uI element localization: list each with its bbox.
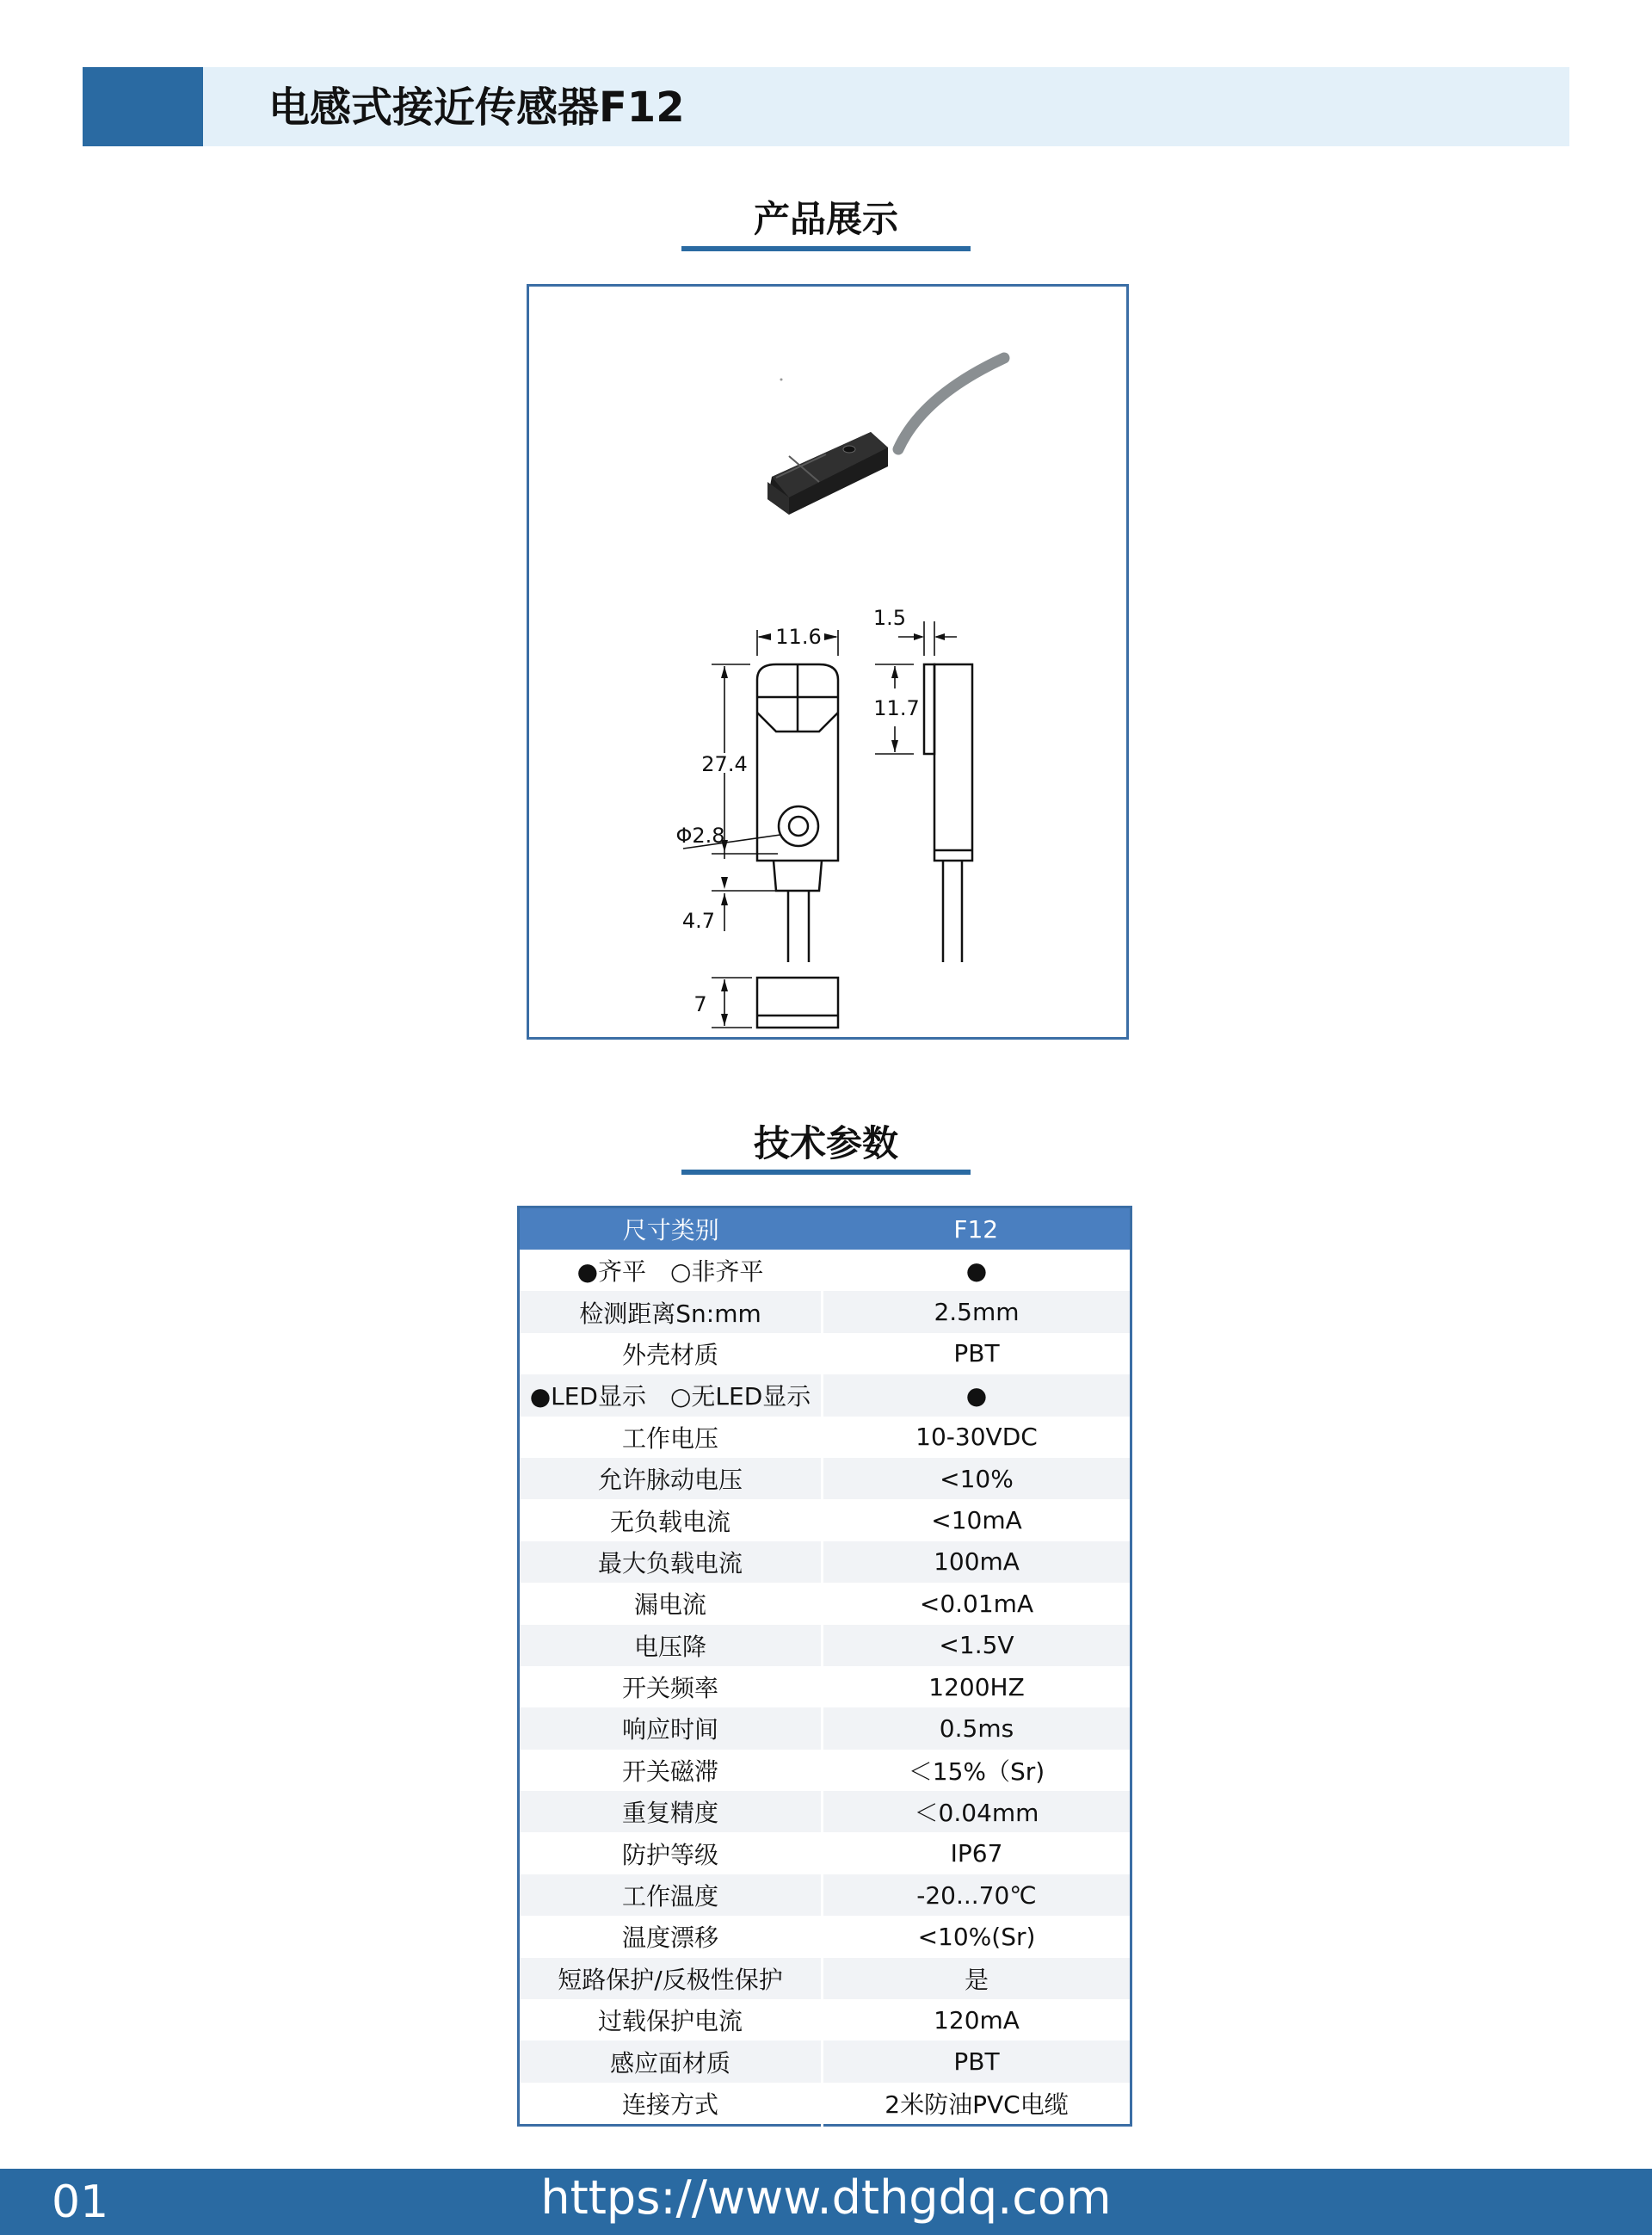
spec-table-row (519, 1791, 1131, 1832)
spec-param-value: ＜15%（Sr) (823, 1750, 1131, 1791)
spec-param-label: 响应时间 (519, 1707, 823, 1749)
spec-param-value: 10-30VDC (823, 1417, 1131, 1458)
spec-table-row (519, 2041, 1131, 2082)
spec-param-value: IP67 (823, 1832, 1131, 1874)
spec-param-label: 过载保护电流 (519, 1999, 823, 2041)
spec-section-title: 技术参数 (753, 1122, 898, 1164)
dim-thickness-label: 1.5 (872, 606, 907, 630)
spec-section-underline (681, 1170, 971, 1175)
spec-param-label: 电压降 (519, 1625, 823, 1666)
spec-table-row (519, 1625, 1131, 1666)
spec-param-value: -20...70℃ (823, 1874, 1131, 1916)
spec-param-label: 连接方式 (519, 2083, 823, 2126)
spec-table-row (519, 1583, 1131, 1624)
spec-param-value: ＜0.04mm (823, 1791, 1131, 1832)
spec-table-row (519, 1499, 1131, 1540)
spec-header-param: 尺寸类别 (519, 1207, 823, 1250)
spec-param-label: 检测距离Sn:mm (519, 1291, 823, 1332)
spec-param-value: ● (823, 1250, 1131, 1291)
spec-table-row (519, 1916, 1131, 1957)
spec-param-value: 100mA (823, 1541, 1131, 1583)
spec-param-value: <1.5V (823, 1625, 1131, 1666)
spec-param-value: <10% (823, 1458, 1131, 1499)
page-number: 01 (52, 2176, 109, 2228)
spec-param-label: ●LED显示 ○无LED显示 (519, 1374, 823, 1416)
spec-table-row (519, 1666, 1131, 1707)
spec-table-row (519, 1458, 1131, 1499)
spec-table-row (519, 1374, 1131, 1416)
spec-table-row (519, 1707, 1131, 1749)
spec-table-row (519, 1541, 1131, 1583)
spec-param-value: 1200HZ (823, 1666, 1131, 1707)
spec-param-value: ● (823, 1374, 1131, 1416)
spec-param-label: 漏电流 (519, 1583, 823, 1624)
dim-width-label: 11.6 (775, 625, 822, 649)
spec-param-label: 工作温度 (519, 1874, 823, 1916)
spec-param-value: <0.01mA (823, 1583, 1131, 1624)
spec-param-label: 重复精度 (519, 1791, 823, 1832)
dim-hole-label: Φ2.8 (675, 824, 725, 848)
spec-table-row (519, 1291, 1131, 1332)
spec-param-value: PBT (823, 1333, 1131, 1374)
spec-param-label: 开关频率 (519, 1666, 823, 1707)
dim-height-label: 7 (693, 992, 707, 1016)
spec-table-row (519, 1874, 1131, 1916)
spec-table-row (519, 1333, 1131, 1374)
spec-table-row (519, 1999, 1131, 2041)
spec-table-row (519, 1750, 1131, 1791)
spec-param-value: 2米防油PVC电缆 (823, 2083, 1131, 2126)
spec-param-value: <10%(Sr) (823, 1916, 1131, 1957)
spec-param-label: 防护等级 (519, 1832, 823, 1874)
spec-param-value: 0.5ms (823, 1707, 1131, 1749)
spec-param-label: 外壳材质 (519, 1333, 823, 1374)
spec-param-label: 最大负载电流 (519, 1541, 823, 1583)
spec-param-label: 无负载电流 (519, 1499, 823, 1540)
spec-table (517, 1206, 1132, 2127)
spec-param-value: <10mA (823, 1499, 1131, 1540)
spec-param-label: 温度漂移 (519, 1916, 823, 1957)
footer-url-link[interactable]: https://www.dthgdq.com (540, 2170, 1112, 2225)
spec-param-label: 开关磁滞 (519, 1750, 823, 1791)
spec-param-label: ●齐平 ○非齐平 (519, 1250, 823, 1291)
spec-table-header-row (519, 1207, 1131, 1250)
spec-param-label: 短路保护/反极性保护 (519, 1958, 823, 1999)
spec-header-model: F12 (823, 1207, 1131, 1250)
spec-param-value: PBT (823, 2041, 1131, 2082)
technical-drawing-clean (527, 284, 1129, 1040)
dim-cable-offset-label: 4.7 (681, 909, 716, 933)
product-section-underline (681, 246, 971, 251)
product-section-title: 产品展示 (753, 198, 898, 240)
dim-sensing-face-label: 11.7 (873, 696, 920, 720)
spec-param-value: 2.5mm (823, 1291, 1131, 1332)
spec-param-label: 感应面材质 (519, 2041, 823, 2082)
header-accent-block (83, 67, 203, 146)
spec-param-value: 是 (823, 1958, 1131, 1999)
spec-table-row (519, 1958, 1131, 1999)
spec-param-value: 120mA (823, 1999, 1131, 2041)
spec-table-row (519, 1250, 1131, 1291)
spec-table-row (519, 2083, 1131, 2126)
page-title: 电感式接近传感器F12 (268, 83, 685, 132)
spec-table-row (519, 1417, 1131, 1458)
spec-param-label: 工作电压 (519, 1417, 823, 1458)
spec-param-label: 允许脉动电压 (519, 1458, 823, 1499)
dim-length-label: 27.4 (701, 752, 748, 776)
spec-table-row (519, 1832, 1131, 1874)
